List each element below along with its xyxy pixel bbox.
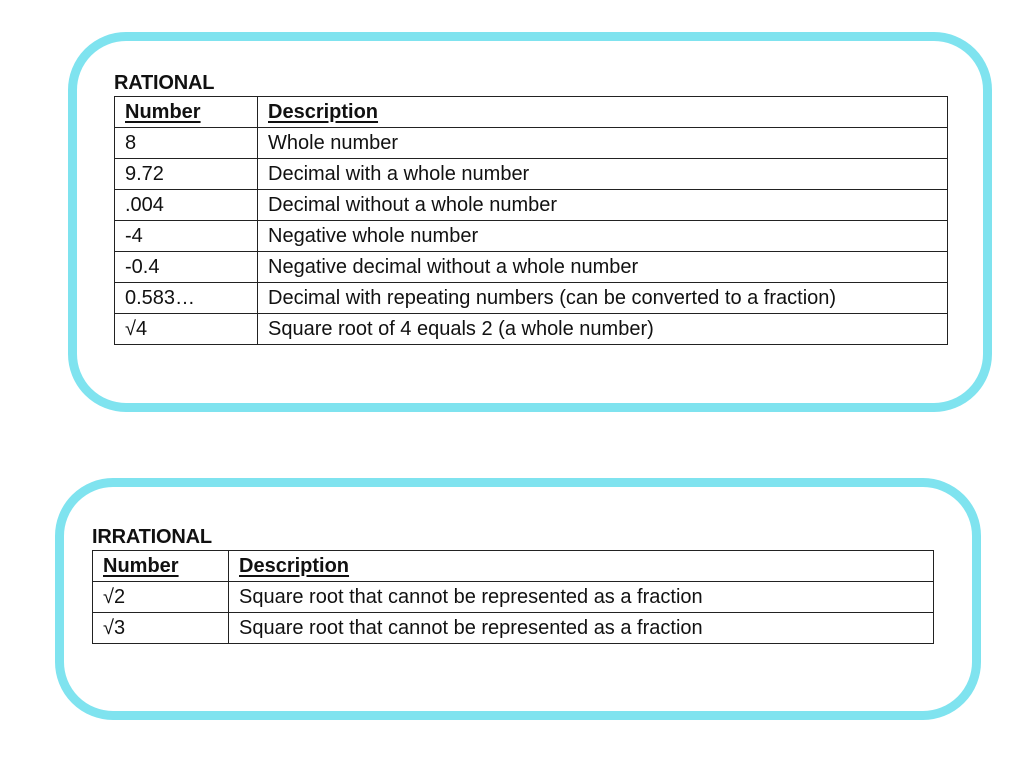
rational-description-cell: Decimal with repeating numbers (can be converted to a fraction) bbox=[258, 283, 948, 314]
irrational-header-description: Description bbox=[229, 551, 934, 582]
irrational-description-cell: Square root that cannot be represented as a fraction bbox=[229, 613, 934, 644]
rational-description-cell: Negative whole number bbox=[258, 221, 948, 252]
rational-number-cell: -0.4 bbox=[115, 252, 258, 283]
rational-number-cell: .004 bbox=[115, 190, 258, 221]
rational-header-description: Description bbox=[258, 97, 948, 128]
rational-number-cell: 9.72 bbox=[115, 159, 258, 190]
table-row bbox=[115, 252, 948, 283]
table-row bbox=[115, 221, 948, 252]
rational-description-cell: Whole number bbox=[258, 128, 948, 159]
table-row bbox=[115, 128, 948, 159]
rational-description-cell: Square root of 4 equals 2 (a whole number) bbox=[258, 314, 948, 345]
rational-description-cell: Decimal without a whole number bbox=[258, 190, 948, 221]
rational-table bbox=[114, 96, 948, 345]
irrational-title: IRRATIONAL bbox=[92, 526, 212, 548]
irrational-number-cell: √2 bbox=[93, 582, 229, 613]
table-row bbox=[93, 613, 934, 644]
irrational-header-row bbox=[93, 551, 934, 582]
rational-number-cell: -4 bbox=[115, 221, 258, 252]
rational-header-row bbox=[115, 97, 948, 128]
irrational-number-cell: √3 bbox=[93, 613, 229, 644]
rational-description-cell: Decimal with a whole number bbox=[258, 159, 948, 190]
irrational-table bbox=[92, 550, 934, 644]
rational-number-cell: 0.583… bbox=[115, 283, 258, 314]
rational-number-cell: 8 bbox=[115, 128, 258, 159]
rational-description-cell: Negative decimal without a whole number bbox=[258, 252, 948, 283]
rational-header-number: Number bbox=[115, 97, 258, 128]
table-row bbox=[115, 283, 948, 314]
table-row bbox=[115, 190, 948, 221]
irrational-header-number: Number bbox=[93, 551, 229, 582]
rational-section bbox=[114, 70, 948, 345]
table-row bbox=[115, 159, 948, 190]
irrational-section bbox=[92, 524, 934, 644]
table-row bbox=[115, 314, 948, 345]
rational-title: RATIONAL bbox=[114, 72, 215, 94]
rational-number-cell: √4 bbox=[115, 314, 258, 345]
table-row bbox=[93, 582, 934, 613]
irrational-description-cell: Square root that cannot be represented as a fraction bbox=[229, 582, 934, 613]
